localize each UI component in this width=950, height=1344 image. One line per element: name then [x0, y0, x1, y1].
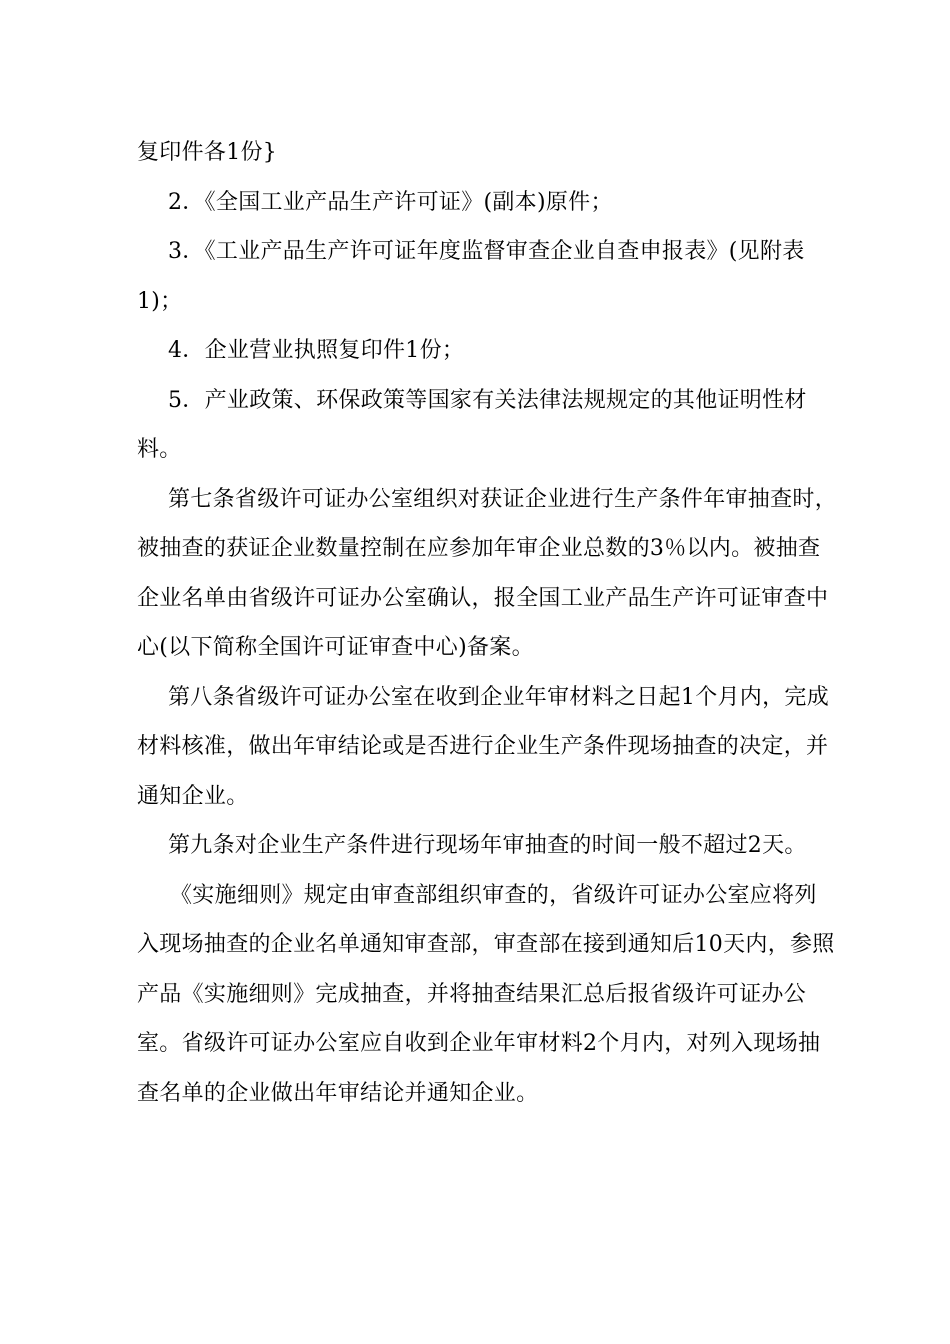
paragraph-item-3: 3．《工业产品生产许可证年度监督审查企业自查申报表》(见附表1)；: [137, 239, 805, 314]
paragraph-item-4: 4．企业营业执照复印件1份；: [168, 338, 465, 363]
paragraph-article-7: 第七条省级许可证办公室组织对获证企业进行生产条件年审抽查时，被抽查的获证企业数量控制在应参加年审企业总数的3％以内。被抽查企业名单由省级许可证办公室确认，报全国工业产品生产许可证审查中心(以下简称全国许可证审查中心)备案。: [137, 486, 838, 660]
paragraph-item-5: 5．产业政策、环保政策等国家有关法律法规规定的其他证明性材料。: [137, 387, 807, 462]
paragraph-item-2: 2．《全国工业产品生产许可证》(副本)原件；: [168, 189, 613, 215]
paragraph-continuation: 复印件各1份}: [137, 140, 278, 165]
paragraph-implementation-rules: 《实施细则》规定由审查部组织审查的，省级许可证办公室应将列入现场抽查的企业名单通知审查部，审查部在接到通知后10天内，参照产品《实施细则》完成抽查，并将抽查结果汇总后报省级许可证办公室。省级许可证办公室应自收到企业年审材料2个月内，对列入现场抽查名单的企业做出年审结论并通知企业。: [137, 882, 835, 1106]
document-body: [137, 128, 837, 1118]
paragraph-article-8: 第八条省级许可证办公室在收到企业年审材料之日起1个月内，完成材料核准，做出年审结论或是否进行企业生产条件现场抽查的决定，并通知企业。: [137, 684, 829, 809]
paragraph-article-9: 第九条对企业生产条件进行现场年审抽查的时间一般不超过2天。: [168, 833, 807, 858]
